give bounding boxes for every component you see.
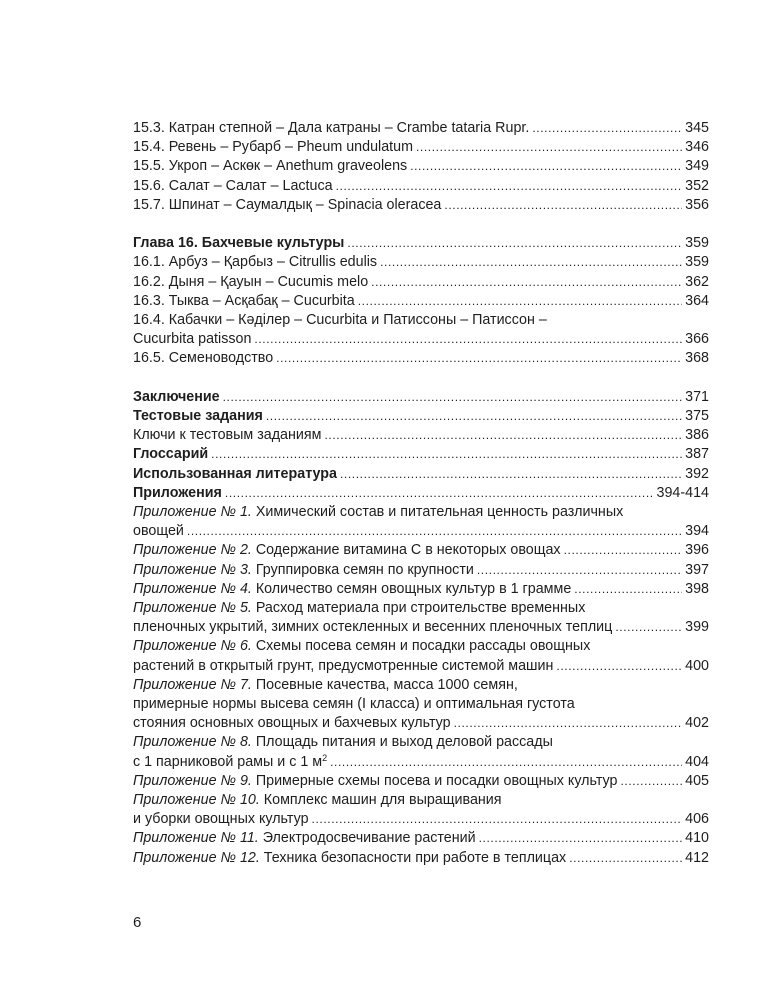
appendix-text: Количество семян овощных культур в 1 грамме [251,580,572,597]
toc-entry [133,561,709,580]
toc-entry [133,119,709,138]
entry-page: 402 [685,715,709,732]
section-title: Тестовые задания [133,408,263,425]
appendix-entry-line [133,503,709,522]
toc-section-heading [133,465,709,484]
entry-page: 410 [685,830,709,847]
toc-entry [133,196,709,215]
appendix-label: Приложение № 4. [133,580,252,597]
entry-title: овощей [133,523,184,540]
entry-title [133,561,477,580]
entry-page: 400 [685,657,709,674]
entry-title [133,849,569,868]
toc-entry [133,849,709,868]
appendix-label: Приложение № 8. [133,734,252,751]
entry-title: 16.2. Дыня – Қауын – Cucumis melo [133,273,369,290]
leader-dots [324,426,682,445]
toc-entry [133,157,709,176]
entry-page: 375 [685,408,709,425]
leader-dots [615,618,682,637]
entry-page: 396 [685,542,709,559]
entry-title [133,541,564,560]
entry-page: 359 [685,254,709,271]
entry-title [133,580,574,599]
toc-entry [133,541,709,560]
toc-entry [133,772,709,791]
section-title: Приложения [133,484,222,501]
entry-page: 405 [685,772,709,789]
appendix-label: Приложение № 12. [133,849,260,866]
section-title: Заключение [133,388,220,405]
entry-page: 404 [685,753,709,770]
appendix-label: Приложение № 5. [133,600,252,617]
leader-dots [416,138,682,157]
appendix-text: Примерные схемы посева и посадки овощных культур [251,772,618,789]
entry-page: 359 [685,235,709,252]
entry-page: 406 [685,811,709,828]
toc-entry [133,177,709,196]
entry-page: 399 [685,619,709,636]
leader-dots [444,196,682,215]
entry-page: 368 [685,350,709,367]
leader-dots [312,810,683,829]
leader-dots [574,580,682,599]
toc-entry [133,273,709,292]
toc-section-heading [133,484,709,503]
entry-page: 398 [685,580,709,597]
leader-dots [564,541,683,560]
toc-entry [133,522,709,541]
entry-page: 394 [685,523,709,540]
leader-dots [358,292,682,311]
entry-title: Ключи к тестовым заданиям [133,427,322,444]
toc-section-heading [133,388,709,407]
appendix-text: Техника безопасности при работе в теплицах [259,849,567,866]
entry-title [133,753,330,772]
entry-page: 386 [685,427,709,444]
appendix-label: Приложение № 2. [133,542,252,559]
entry-title: и уборки овощных культур [133,811,309,828]
toc-entry [133,657,709,676]
section-title: Использованная литература [133,465,337,482]
leader-dots [620,772,682,791]
toc-entry [133,829,709,848]
entry-page: 387 [685,446,709,463]
leader-dots [276,349,682,368]
toc-chapter-heading [133,234,709,253]
chapter-title: Глава 16. Бахчевые культуры [133,235,345,252]
entry-title: 16.5. Семеноводство [133,350,274,367]
section-title: Глоссарий [133,446,209,463]
toc-entry [133,753,709,772]
appendix-entry-line [133,733,709,752]
entry-title: растений в открытый грунт, предусмотренные системой машин [133,657,554,674]
entry-page: 366 [685,331,709,348]
appendix-entry-line [133,791,709,810]
table-of-contents [133,119,709,868]
leader-dots [477,561,682,580]
entry-title: 15.5. Укроп – Аскөк – Anethum graveolens [133,158,408,175]
leader-dots [225,484,654,503]
toc-entry [133,330,709,349]
appendix-entry-line: примерные нормы высева семян (I класса) и оптимальная густота [133,696,575,713]
superscript: 2 [322,752,328,763]
leader-dots [340,465,682,484]
entry-title: пленочных укрытий, зимних остекленных и весенних пленочных теплиц [133,619,613,636]
entry-page: 345 [685,120,709,136]
leader-dots [336,177,683,196]
entry-page: 346 [685,139,709,156]
entry-page: 394-414 [656,484,709,501]
appendix-label: Приложение № 11. [133,830,259,847]
leader-dots [254,330,682,349]
leader-dots [569,849,682,868]
leader-dots [532,119,682,138]
leader-dots [556,657,682,676]
toc-entry [133,253,709,272]
entry-page: 352 [685,177,709,194]
leader-dots [347,234,682,253]
toc-section-heading [133,407,709,426]
appendix-label: Приложение № 9. [133,772,252,789]
entry-page: 397 [685,561,709,578]
appendix-label: Приложение № 6. [133,638,252,655]
toc-entry [133,714,709,733]
entry-title: 15.3. Катран степной – Дала катраны – Crambe tataria Rupr. [133,120,530,136]
entry-title: 15.7. Шпинат – Саумалдық – Spinacia oleracea [133,196,442,213]
leader-dots [223,388,683,407]
appendix-label: Приложение № 3. [133,561,252,578]
leader-dots [371,273,682,292]
leader-dots [380,253,682,272]
entry-page: 412 [685,849,709,866]
entry-title: Cucurbita patisson [133,331,252,348]
appendix-text: Комплекс машин для выращивания [259,792,502,809]
appendix-text: Электродосвечивание растений [258,830,476,847]
appendix-entry-line [133,599,709,618]
appendix-label: Приложение № 7. [133,676,252,693]
page-number: 6 [133,914,142,931]
toc-entry [133,618,709,637]
appendix-label: Приложение № 10. [133,792,260,809]
appendix-entry-line [133,676,709,695]
leader-dots [454,714,683,733]
appendix-text: с 1 парниковой рамы и с 1 м [133,753,323,770]
leader-dots [187,522,682,541]
toc-entry [133,810,709,829]
leader-dots [410,157,682,176]
entry-page: 364 [685,292,709,309]
entry-title: стояния основных овощных и бахчевых культур [133,715,451,732]
entry-title-line: 16.4. Кабачки – Кәділер – Cucurbita и Патиссоны – Патиссон – [133,312,547,329]
toc-entry [133,426,709,445]
toc-entry [133,580,709,599]
entry-page: 362 [685,273,709,290]
entry-page: 392 [685,465,709,482]
appendix-text: Схемы посева семян и посадки рассады овощных [251,638,591,655]
entry-page: 349 [685,158,709,175]
entry-title [133,829,479,848]
entry-title: 15.6. Салат – Салат – Lactuca [133,177,333,194]
entry-page: 371 [685,388,709,405]
entry-page: 356 [685,196,709,213]
entry-title: 16.3. Тыква – Асқабақ – Cucurbita [133,292,355,309]
appendix-text: Площадь питания и выход деловой рассады [251,734,553,751]
leader-dots [266,407,682,426]
toc-entry [133,292,709,311]
toc-entry [133,349,709,368]
leader-dots [479,829,683,848]
entry-title: 15.4. Ревень – Рубарб – Pheum undulatum [133,139,413,156]
toc-section-heading [133,445,709,464]
toc-entry [133,138,709,157]
leader-dots [211,445,682,464]
appendix-entry-line [133,637,709,656]
appendix-label: Приложение № 1. [133,504,252,521]
appendix-text: Химический состав и питательная ценность различных [251,504,624,521]
appendix-text: Группировка семян по крупности [251,561,474,578]
appendix-text: Содержание витамина С в некоторых овощах [251,542,561,559]
entry-title [133,772,620,791]
appendix-text: Расход материала при строительстве временных [251,600,586,617]
leader-dots [330,753,682,772]
entry-title: 16.1. Арбуз – Қарбыз – Citrullis edulis [133,254,378,271]
appendix-text: Посевные качества, масса 1000 семян, [251,676,518,693]
